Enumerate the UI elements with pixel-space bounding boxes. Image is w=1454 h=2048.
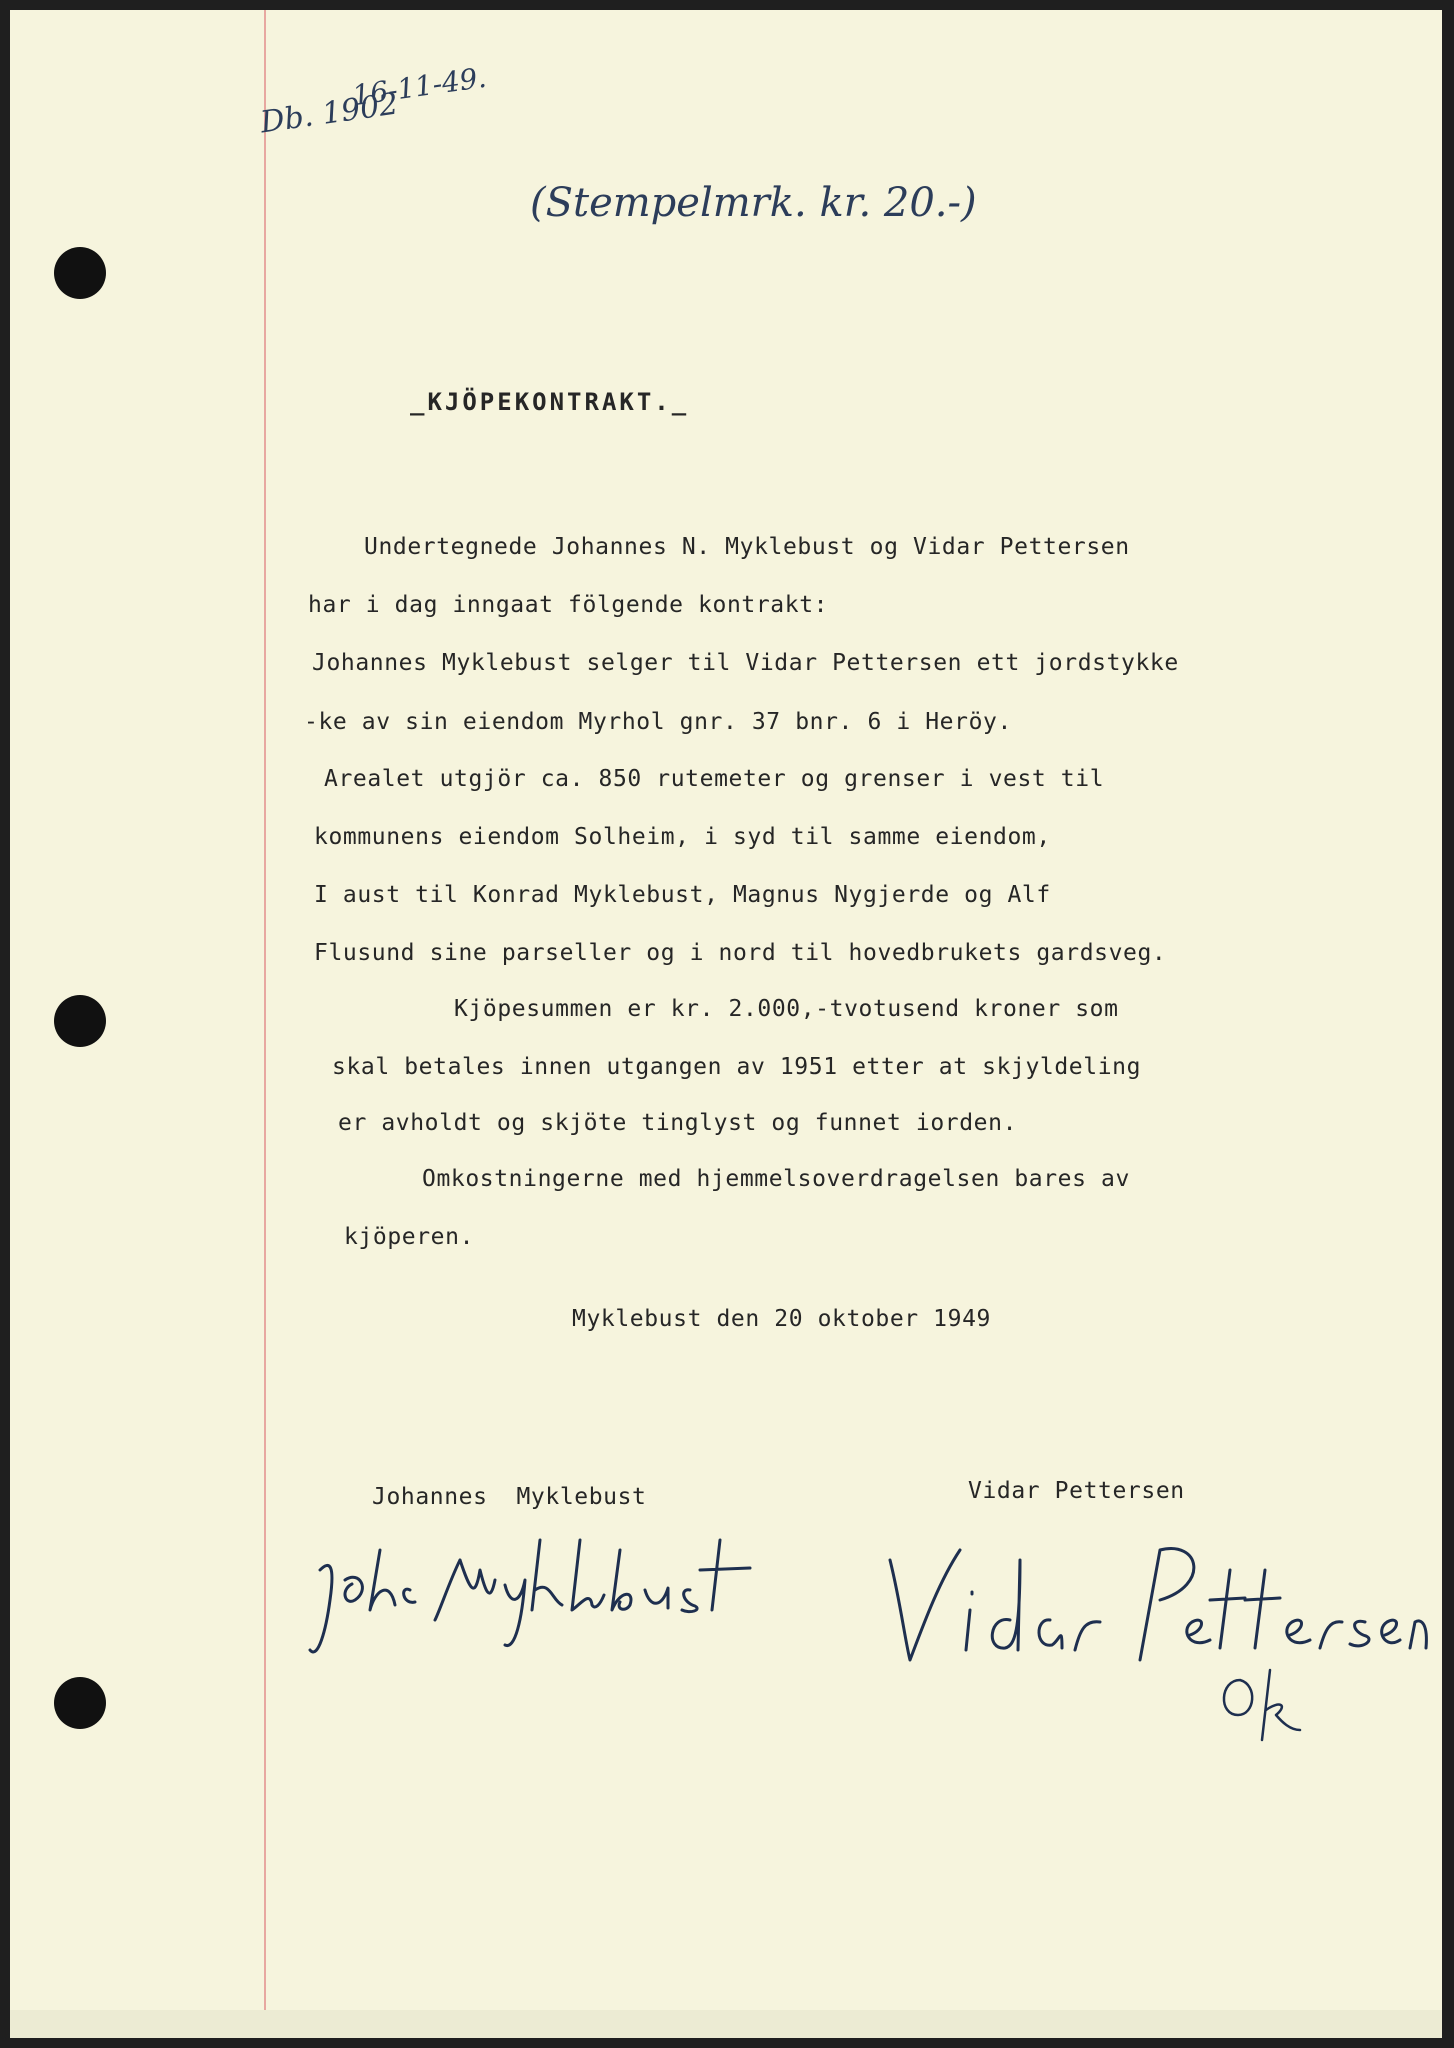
- body-line-10: skal betales innen utgangen av 1951 etter at skjyldeling: [332, 1054, 1142, 1080]
- document-page: [10, 10, 1442, 2038]
- punch-hole-icon: [54, 995, 106, 1047]
- body-line-11: er avholdt og skjöte tinglyst og funnet iorden.: [338, 1110, 1018, 1136]
- body-line-6: kommunens eiendom Solheim, i syd til samme eiendom,: [314, 824, 1051, 850]
- initials-mark: [1210, 1660, 1330, 1750]
- punch-hole-icon: [54, 247, 106, 299]
- place-and-date: Myklebust den 20 oktober 1949: [572, 1306, 991, 1332]
- body-line-12: Omkostningerne med hjemmelsoverdragelsen bares av: [422, 1166, 1130, 1192]
- body-line-5: Arealet utgjör ca. 850 rutemeter og grenser i vest til: [324, 766, 1105, 792]
- body-line-1: Undertegnede Johannes N. Myklebust og Vidar Pettersen: [364, 534, 1130, 560]
- registry-annotation-date: 16-11-49.: [350, 60, 489, 113]
- margin-line: [264, 10, 266, 2038]
- document-title: _KJÖPEKONTRAKT._: [410, 388, 690, 416]
- punch-hole-icon: [54, 1677, 106, 1729]
- body-line-9: Kjöpesummen er kr. 2.000,-tvotusend kroner som: [454, 996, 1119, 1022]
- stamp-note: (Stempelmrk. kr. 20.-): [530, 180, 977, 226]
- page-bottom-edge: [10, 2010, 1442, 2038]
- buyer-signature: [870, 1530, 1430, 1680]
- body-line-2: har i dag inngaat fölgende kontrakt:: [308, 592, 829, 618]
- body-line-4: -ke av sin eiendom Myrhol gnr. 37 bnr. 6 i Heröy.: [304, 709, 1012, 735]
- body-line-7: I aust til Konrad Myklebust, Magnus Nygjerde og Alf: [314, 882, 1051, 908]
- buyer-name: Vidar Pettersen: [968, 1478, 1185, 1504]
- registry-annotation-number: Db. 1902: [258, 86, 401, 141]
- seller-signature: [290, 1510, 770, 1670]
- body-line-3: Johannes Myklebust selger til Vidar Pettersen ett jordstykke: [312, 650, 1179, 676]
- seller-name: Johannes Myklebust: [372, 1484, 647, 1510]
- body-line-13: kjöperen.: [344, 1224, 475, 1250]
- body-line-8: Flusund sine parseller og i nord til hovedbrukets gardsveg.: [314, 940, 1167, 966]
